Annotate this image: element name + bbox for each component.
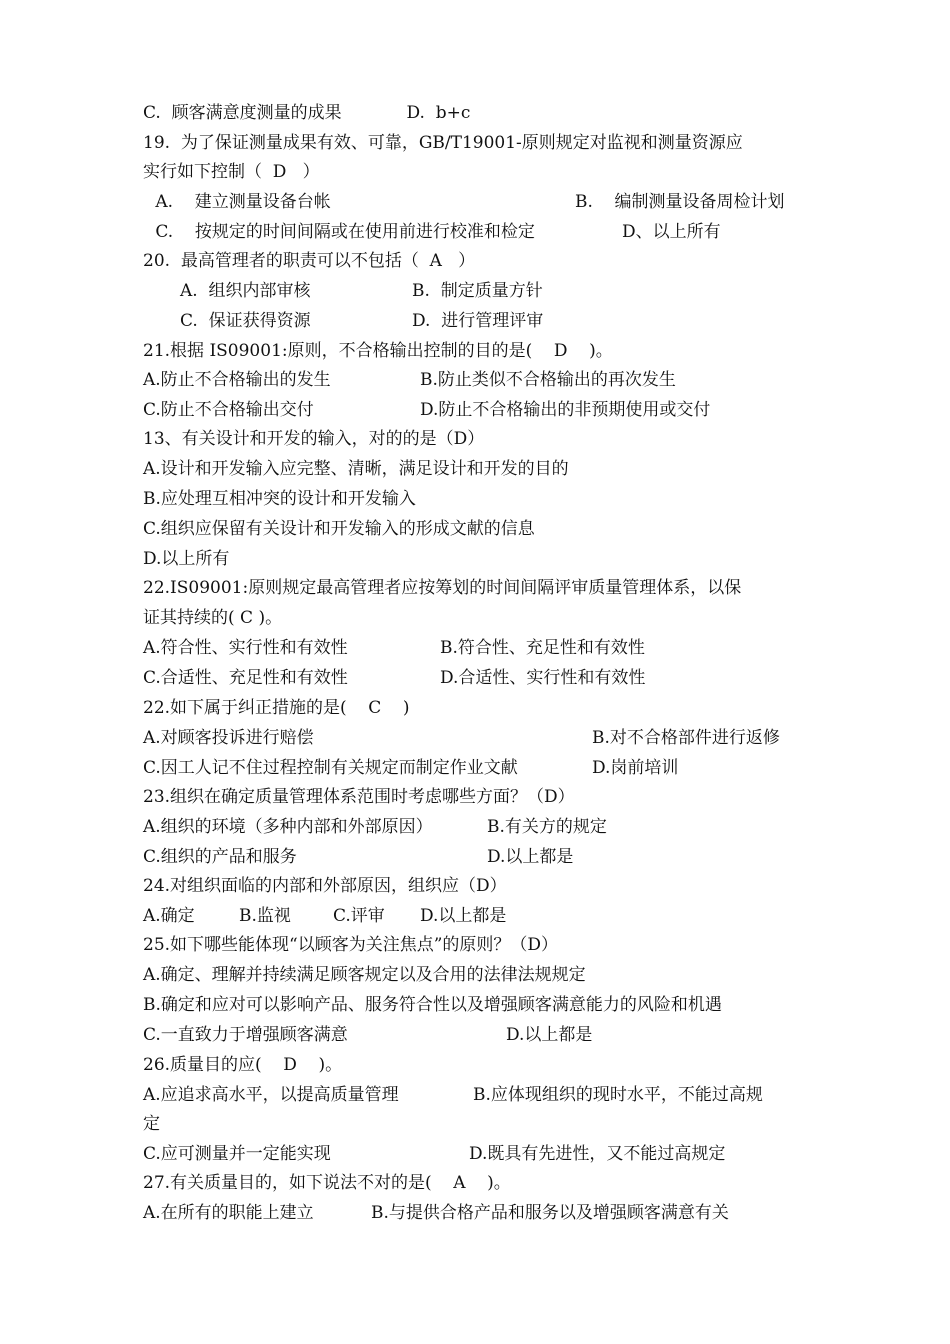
text-line-56: B.与提供合格产品和服务以及增强顾客满意有关 <box>371 1203 729 1223</box>
text-line-36: C.组织的产品和服务 <box>143 847 297 867</box>
text-line-1: 19. 为了保证测量成果有效、可靠，GB/T19001-原则规定对监视和测量资源应 <box>143 133 743 153</box>
text-line-15: C.防止不合格输出交付 <box>143 400 314 420</box>
text-line-10: C. 保证获得资源 <box>180 311 311 331</box>
text-line-25: B.符合性、充足性和有效性 <box>440 638 645 658</box>
text-line-37: D.以上都是 <box>487 847 574 867</box>
text-line-0: C. 顾客满意度测量的成果 D. b+c <box>143 103 471 123</box>
text-line-34: A.组织的环境（多种内部和外部原因） <box>143 817 433 837</box>
text-line-29: A.对顾客投诉进行赔偿 <box>143 728 314 748</box>
text-line-13: A.防止不合格输出的发生 <box>143 370 331 390</box>
text-line-14: B.防止类似不合格输出的再次发生 <box>420 370 676 390</box>
text-line-24: A.符合性、实行性和有效性 <box>143 638 348 658</box>
text-line-49: A.应追求高水平，以提高质量管理 <box>143 1085 399 1105</box>
text-line-6: D、以上所有 <box>622 222 721 242</box>
text-line-2: 实行如下控制（ D ） <box>143 162 320 182</box>
text-line-19: B.应处理互相冲突的设计和开发输入 <box>143 489 416 509</box>
text-line-5: C. 按规定的时间间隔或在使用前进行校准和检定 <box>150 222 535 242</box>
text-line-31: C.因工人记不住过程控制有关规定而制定作业文献 <box>143 758 518 778</box>
text-line-26: C.合适性、充足性和有效性 <box>143 668 348 688</box>
text-line-30: B.对不合格部件进行返修 <box>592 728 780 748</box>
text-line-16: D.防止不合格输出的非预期使用或交付 <box>420 400 711 420</box>
text-line-43: 25.如下哪些能体现“以顾客为关注焦点”的原则？（D） <box>143 935 559 955</box>
text-line-52: C.应可测量并一定能实现 <box>143 1144 331 1164</box>
text-line-41: C.评审 <box>333 906 385 926</box>
text-line-4: B. 编制测量设备周检计划 <box>575 192 785 212</box>
text-line-45: B.确定和应对可以影响产品、服务符合性以及增强顾客满意能力的风险和机遇 <box>143 995 722 1015</box>
text-line-51: 定 <box>143 1114 160 1134</box>
text-line-18: A.设计和开发输入应完整、清晰，满足设计和开发的目的 <box>143 459 569 479</box>
text-line-21: D.以上所有 <box>143 549 230 569</box>
text-line-3: A. 建立测量设备台帐 <box>150 192 331 212</box>
text-line-42: D.以上都是 <box>420 906 507 926</box>
text-line-47: D.以上都是 <box>506 1025 593 1045</box>
text-line-12: 21.根据 IS09001:原则，不合格输出控制的目的是( D )。 <box>143 341 613 361</box>
text-line-8: A. 组织内部审核 <box>180 281 311 301</box>
text-line-44: A.确定、理解并持续满足顾客规定以及合用的法律法规规定 <box>143 965 586 985</box>
text-line-17: 13、有关设计和开发的输入，对的的是（D） <box>143 429 485 449</box>
text-line-11: D. 进行管理评审 <box>412 311 544 331</box>
text-line-53: D.既具有先进性，又不能过高规定 <box>469 1144 726 1164</box>
text-line-22: 22.IS09001:原则规定最高管理者应按筹划的时间间隔评审质量管理体系，以保 <box>143 578 742 598</box>
text-line-40: B.监视 <box>239 906 291 926</box>
text-line-33: 23.组织在确定质量管理体系范围时考虑哪些方面？（D） <box>143 787 575 807</box>
text-line-48: 26.质量目的应( D )。 <box>143 1055 343 1075</box>
text-line-39: A.确定 <box>143 906 195 926</box>
text-line-54: 27.有关质量目的，如下说法不对的是( A )。 <box>143 1173 511 1193</box>
text-line-28: 22.如下属于纠正措施的是( C ) <box>143 698 410 718</box>
text-line-35: B.有关方的规定 <box>487 817 607 837</box>
text-line-7: 20. 最高管理者的职责可以不包括（ A ） <box>143 251 476 271</box>
text-line-55: A.在所有的职能上建立 <box>143 1203 314 1223</box>
text-line-27: D.合适性、实行性和有效性 <box>440 668 646 688</box>
text-line-38: 24.对组织面临的内部和外部原因，组织应（D） <box>143 876 507 896</box>
text-line-23: 证其持续的( C )。 <box>143 608 283 628</box>
text-line-9: B. 制定质量方针 <box>412 281 543 301</box>
text-line-50: B.应体现组织的现时水平，不能过高规 <box>473 1085 763 1105</box>
text-line-32: D.岗前培训 <box>592 758 679 778</box>
text-line-20: C.组织应保留有关设计和开发输入的形成文献的信息 <box>143 519 535 539</box>
text-line-46: C.一直致力于增强顾客满意 <box>143 1025 348 1045</box>
